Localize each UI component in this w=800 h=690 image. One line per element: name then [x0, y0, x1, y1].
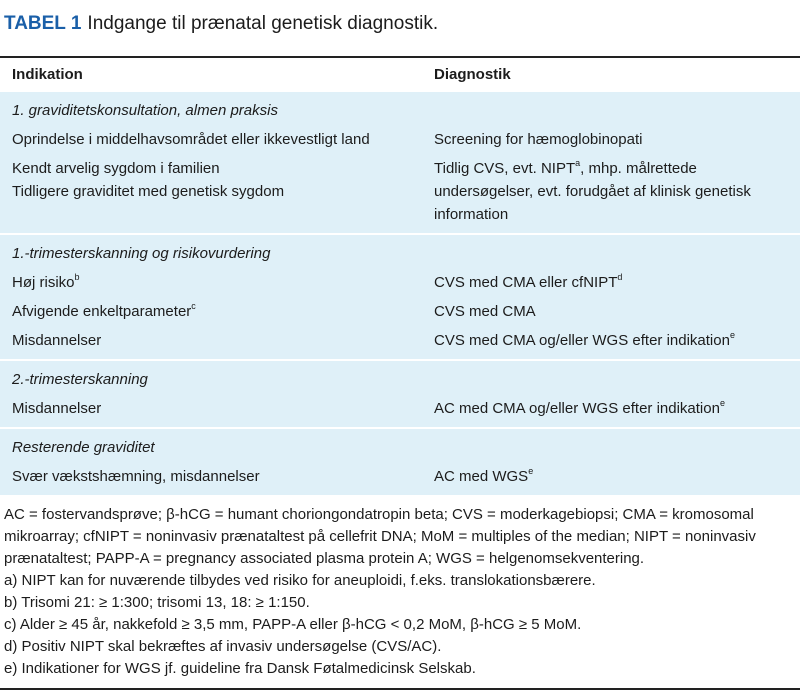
- table-row: [0, 462, 800, 491]
- diagnostic-text: AC med CMA og/eller WGS efter indikation: [434, 400, 720, 417]
- indication-cell: [0, 326, 434, 355]
- indication-cell: Oprindelse i middelhavsområdet eller ikkevestligt land: [12, 131, 370, 148]
- indication-text: Afvigende enkeltparameter: [12, 303, 192, 320]
- footnote-d: d) Positiv NIPT skal bekræftes af invasiv undersøgelse (CVS/AC).: [4, 638, 442, 655]
- section-title: 1. graviditetskonsultation, almen praksis: [12, 102, 278, 119]
- diagnostic-cell: [434, 326, 800, 355]
- footnote-e: e) Indikationer for WGS jf. guideline fra Dansk Føtalmedicinsk Selskab.: [4, 660, 476, 677]
- indication-cell: [0, 297, 434, 326]
- diagnostic-cell: [434, 462, 800, 491]
- table-section-remaining-pregnancy: [0, 427, 800, 495]
- footnote-c: c) Alder ≥ 45 år, nakkefold ≥ 3,5 mm, PAPP-A eller β-hCG < 0,2 MoM, β-hCG ≥ 5 MoM.: [4, 616, 582, 633]
- footnote-marker: d: [617, 272, 623, 282]
- indication-line: Kendt arvelig sygdom i familien: [12, 160, 220, 177]
- table-row: [0, 125, 800, 154]
- footnote-marker: e: [719, 398, 725, 408]
- table-row: [0, 268, 800, 297]
- section-title-row: [0, 239, 800, 268]
- indication-cell: [0, 394, 434, 423]
- footnote-b: b) Trisomi 21: ≥ 1:300; trisomi 13, 18: ≥ 1:150.: [4, 594, 310, 611]
- diagnostic-cell: [434, 154, 800, 229]
- table-section-first-consultation: [0, 90, 800, 233]
- diagnostics-table: [0, 56, 800, 690]
- table-header-row: [0, 58, 800, 90]
- section-title: Resterende graviditet: [12, 439, 155, 456]
- footnote-marker: b: [74, 272, 80, 282]
- diagnostic-cell: [434, 394, 800, 423]
- table-footnotes: [0, 495, 800, 688]
- diagnostic-text: , mhp. målrettede undersøgelser, evt. forudgået af klinisk genetisk information: [434, 160, 751, 223]
- table-section-second-trimester: [0, 359, 800, 427]
- diagnostic-cell: Screening for hæmoglobinopati: [434, 131, 643, 148]
- column-header-indication: Indikation: [12, 65, 83, 83]
- table-row: [0, 154, 800, 229]
- column-header-diagnostic: Diagnostik: [434, 65, 511, 83]
- section-title: 2.-trimesterskanning: [12, 371, 148, 388]
- diagnostic-text: CVS med CMA: [434, 303, 536, 320]
- diagnostic-text: Tidlig CVS, evt. NIPT: [434, 160, 576, 177]
- indication-text: Misdannelser: [12, 332, 102, 349]
- indication-cell: [0, 154, 434, 229]
- table-row: [0, 326, 800, 355]
- section-title-row: [0, 433, 800, 462]
- table-caption: [4, 12, 438, 36]
- table-label: TABEL 1: [4, 13, 82, 34]
- diagnostic-cell: [434, 268, 800, 297]
- section-title-row: [0, 365, 800, 394]
- footnote-marker: a: [575, 158, 581, 168]
- footnote-a: a) NIPT kan for nuværende tilbydes ved risiko for aneuploidi, f.eks. translokationsbærere.: [4, 572, 596, 589]
- footnote-marker: e: [528, 466, 534, 476]
- abbreviations-note: AC = fostervandsprøve; β-hCG = humant choriongondatropin beta; CVS = moderkagebiopsi; CMA = kromosomal mikroarray; cfNIPT = noninvasiv prænataltest på cellefrit DNA; MoM = multiples of the median; NIPT = noninvasiv prænataltest; PAPP-A = pregnancy associated plasma protein A; WGS = helgenomsekventering.: [4, 506, 756, 567]
- indication-text: Høj risiko: [12, 274, 75, 291]
- table-row: [0, 394, 800, 423]
- diagnostic-cell: [434, 297, 800, 326]
- diagnostic-text: CVS med CMA eller cfNIPT: [434, 274, 618, 291]
- footnote-marker: e: [729, 330, 735, 340]
- indication-text: Misdannelser: [12, 400, 102, 417]
- table-row: [0, 297, 800, 326]
- indication-text: Svær vækstshæmning, misdannelser: [12, 468, 260, 485]
- diagnostic-text: AC med WGS: [434, 468, 529, 485]
- diagnostic-text: CVS med CMA og/eller WGS efter indikation: [434, 332, 730, 349]
- table-title: Indgange til prænatal genetisk diagnostik.: [87, 13, 439, 34]
- footnote-marker: c: [191, 301, 196, 311]
- section-title-row: [0, 96, 800, 125]
- indication-line: Tidligere graviditet med genetisk sygdom: [12, 183, 285, 200]
- section-title: 1.-trimesterskanning og risikovurdering: [12, 245, 271, 262]
- indication-cell: [0, 462, 434, 491]
- table-section-first-trimester: [0, 233, 800, 359]
- indication-cell: [0, 268, 434, 297]
